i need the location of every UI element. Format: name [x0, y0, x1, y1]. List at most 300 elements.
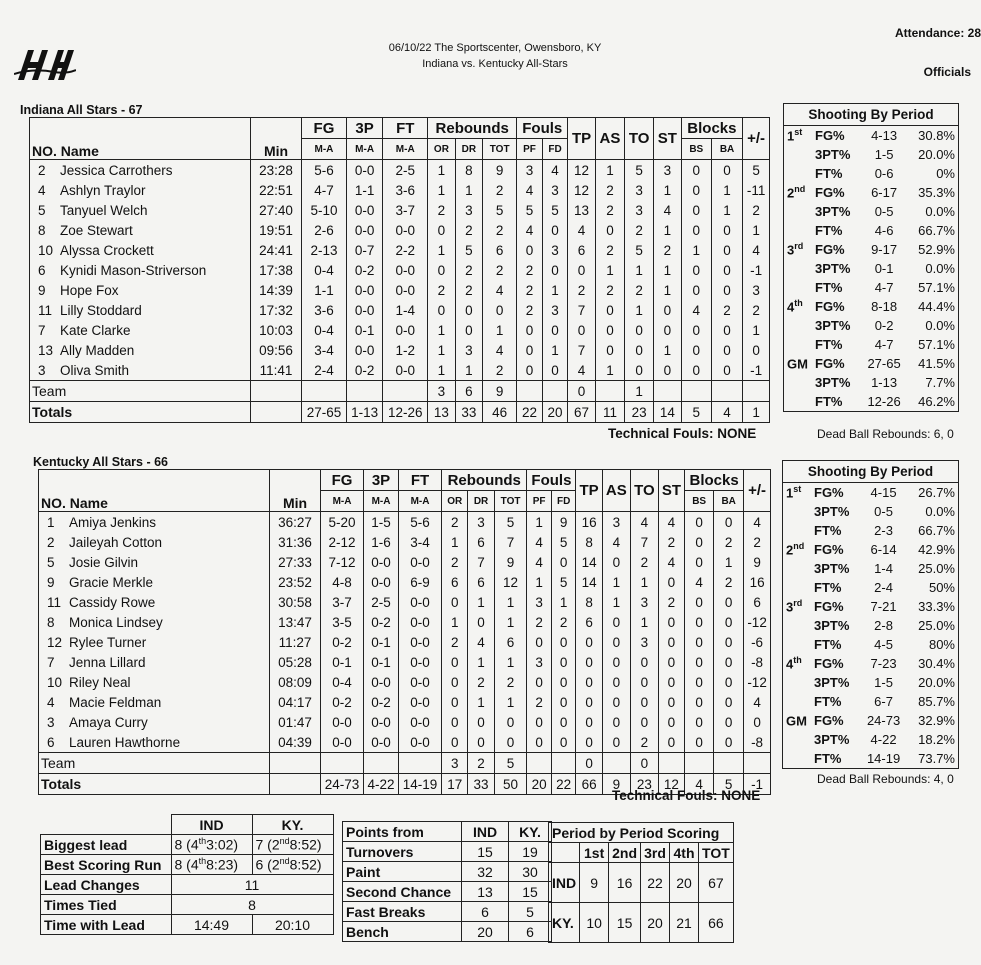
sbp-made-att: 12-26 [867, 394, 901, 409]
player-as: 0 [595, 300, 624, 320]
sbp-pct: 41.5% [918, 356, 955, 371]
points-from-ind: 13 [462, 882, 509, 902]
sbp-stat: FG% [815, 242, 845, 257]
player-to: 1 [630, 612, 658, 632]
period-scoring-table [548, 822, 734, 943]
player-bs: 0 [681, 360, 711, 381]
player-dr: 3 [455, 340, 482, 360]
player-dr: 8 [455, 160, 482, 181]
player-to: 0 [630, 672, 658, 692]
col-fg-ma: M-A [302, 139, 347, 160]
player-pts: 0 [576, 632, 602, 652]
player-pts: 7 [568, 340, 595, 360]
sbp-period-sup: th [793, 655, 802, 666]
col-dr: DR [455, 139, 482, 160]
sbp-made-att: 6-7 [874, 694, 893, 709]
player-fd: 0 [551, 552, 576, 572]
period-score: 20 [641, 903, 670, 943]
player-number: 13 [38, 342, 54, 358]
player-row [30, 300, 770, 320]
player-fg: 2-6 [302, 220, 347, 240]
player-pf: 2 [517, 280, 543, 300]
player-pm: 1 [743, 220, 770, 240]
sbp-stat: 3PT% [815, 375, 851, 390]
sbp-made-att: 1-4 [874, 561, 893, 576]
sbp-made-att: 2-8 [874, 618, 893, 633]
player-name: Gracie Merkle [69, 574, 154, 590]
empty-cell [743, 381, 770, 402]
player-ba: 2 [714, 532, 744, 552]
col-to: TO [630, 470, 658, 512]
player-tp: 0-0 [364, 732, 399, 753]
player-ba: 0 [714, 692, 744, 712]
player-or: 0 [442, 652, 468, 672]
points-from-label: Turnovers [343, 842, 462, 862]
col-fouls: Fouls [517, 118, 568, 139]
player-name-cell [39, 652, 270, 672]
player-pm: 0 [743, 340, 770, 360]
player-as: 1 [595, 160, 624, 181]
sbp-pct: 80% [928, 637, 955, 652]
player-bs: 0 [685, 652, 714, 672]
player-min: 04:17 [270, 692, 321, 712]
player-tp: 0-0 [364, 572, 399, 592]
totals-fg: 24-73 [321, 774, 364, 795]
sbp-title: Shooting By Period [784, 104, 959, 126]
empty-cell [681, 381, 711, 402]
col-fg-ma: M-A [321, 491, 364, 512]
player-name-cell [30, 360, 251, 381]
player-or: 1 [428, 160, 455, 181]
points-from-label: Second Chance [343, 882, 462, 902]
player-fd: 0 [551, 652, 576, 672]
player-dr: 6 [468, 532, 494, 552]
sbp-period [784, 373, 813, 392]
col-blocks: Blocks [681, 118, 743, 139]
player-ft: 1-2 [383, 340, 428, 360]
sbp-stat: FG% [815, 185, 845, 200]
sbp-row [784, 183, 959, 202]
sbp-pct: 20.0% [918, 147, 955, 162]
officials-label: Officials [923, 65, 971, 79]
player-fg: 2-12 [321, 532, 364, 552]
player-ba: 0 [714, 672, 744, 692]
sbp-period [784, 278, 813, 297]
player-tot: 7 [494, 532, 527, 552]
player-bs: 0 [685, 552, 714, 572]
totals-pf: 22 [517, 402, 543, 423]
sbp-period-sup: rd [794, 241, 804, 252]
player-name-cell [39, 672, 270, 692]
col-tot: TOT [494, 491, 527, 512]
player-ba: 0 [714, 732, 744, 753]
points-from-table [342, 821, 552, 942]
player-as: 0 [602, 552, 630, 572]
player-name-cell [39, 712, 270, 732]
player-pts: 4 [568, 360, 595, 381]
points-from-ky: 6 [509, 922, 552, 942]
player-tp: 0-0 [364, 552, 399, 572]
player-ft: 5-6 [398, 512, 441, 533]
sbp-made-att: 6-14 [870, 542, 897, 557]
sbp-row [784, 373, 959, 392]
player-as: 4 [602, 532, 630, 552]
player-dr: 1 [468, 652, 494, 672]
player-name-cell [30, 160, 251, 181]
player-ft: 0-0 [398, 632, 441, 652]
player-dr: 0 [455, 320, 482, 340]
player-fg: 3-4 [302, 340, 347, 360]
best-run-label: Best Scoring Run [41, 855, 172, 875]
player-bs: 0 [685, 712, 714, 732]
player-min: 30:58 [270, 592, 321, 612]
player-to: 2 [625, 280, 654, 300]
player-pm: 4 [744, 512, 771, 533]
points-from-ind: 6 [462, 902, 509, 922]
period-header: 4th [670, 843, 699, 863]
sbp-period [783, 635, 812, 654]
empty-cell [685, 753, 714, 774]
player-fd: 2 [551, 612, 576, 632]
player-number: 4 [38, 182, 46, 198]
player-or: 6 [442, 572, 468, 592]
player-ft: 0-0 [398, 592, 441, 612]
col-fouls: Fouls [527, 470, 576, 491]
team-pts: 0 [576, 753, 602, 774]
player-min: 11:27 [270, 632, 321, 652]
sbp-row [784, 145, 959, 164]
player-st: 0 [658, 572, 684, 592]
points-from-row [343, 862, 552, 882]
player-pm: 6 [744, 592, 771, 612]
player-fg: 0-2 [321, 632, 364, 652]
player-or: 0 [428, 220, 455, 240]
indiana-technical-fouls: Technical Fouls: NONE [608, 426, 757, 441]
col-fd: FD [551, 491, 576, 512]
player-fg: 3-5 [321, 612, 364, 632]
player-st: 0 [658, 732, 684, 753]
team-dr: 6 [455, 381, 482, 402]
sbp-stat: FT% [814, 751, 842, 766]
player-ft: 0-0 [398, 732, 441, 753]
col-plus-minus: +/- [743, 118, 770, 160]
totals-tot: 50 [494, 774, 527, 795]
player-number: 10 [47, 674, 63, 690]
player-pf: 0 [517, 320, 543, 340]
sbp-period-label: 2 [787, 185, 795, 201]
sbp-made-att: 2-3 [874, 523, 893, 538]
col-no-name: NO. Name [39, 470, 270, 512]
player-pts: 0 [576, 712, 602, 732]
player-row [30, 320, 770, 340]
game-location: 06/10/22 The Sportscenter, Owensboro, KY [388, 42, 602, 54]
player-or: 2 [442, 632, 468, 652]
player-fg: 0-4 [321, 672, 364, 692]
totals-to: 23 [625, 402, 654, 423]
player-number: 11 [47, 594, 62, 610]
player-bs: 0 [685, 612, 714, 632]
player-ft: 0-0 [383, 320, 428, 340]
sbp-stat: 3PT% [814, 504, 850, 519]
player-bs: 0 [685, 532, 714, 552]
player-st: 1 [654, 260, 681, 280]
player-min: 27:33 [270, 552, 321, 572]
player-name-cell [30, 280, 251, 300]
sbp-row [784, 335, 959, 354]
player-pf: 4 [517, 220, 543, 240]
player-name-cell [39, 512, 270, 533]
sbp-stat: FG% [814, 599, 844, 614]
player-st: 3 [654, 160, 681, 181]
player-to: 3 [630, 632, 658, 652]
totals-fd: 22 [551, 774, 576, 795]
player-fg: 1-1 [302, 280, 347, 300]
player-tp: 2-5 [364, 592, 399, 612]
player-or: 0 [442, 672, 468, 692]
totals-dr: 33 [455, 402, 482, 423]
period-header: 3rd [641, 843, 670, 863]
empty-cell [602, 753, 630, 774]
player-dr: 3 [455, 200, 482, 220]
player-as: 0 [595, 340, 624, 360]
player-st: 4 [658, 552, 684, 572]
player-ft: 2-5 [383, 160, 428, 181]
sbp-period-label: 2 [786, 542, 794, 558]
sbp-period-label: 3 [786, 599, 794, 615]
empty-cell [346, 381, 382, 402]
player-fd: 1 [542, 340, 568, 360]
player-fd: 5 [551, 532, 576, 552]
team-or: 3 [442, 753, 468, 774]
sbp-period [784, 354, 813, 373]
kentucky-title: Kentucky All Stars - 66 [33, 455, 169, 469]
player-to: 7 [630, 532, 658, 552]
player-bs: 0 [681, 340, 711, 360]
player-or: 1 [428, 240, 455, 260]
empty-cell [302, 381, 347, 402]
period-score: 10 [580, 903, 609, 943]
sbp-period [784, 335, 813, 354]
sbp-pct: 18.2% [918, 732, 955, 747]
player-as: 0 [602, 652, 630, 672]
empty-cell [383, 381, 428, 402]
player-pm: -6 [744, 632, 771, 652]
totals-pm: 1 [743, 402, 770, 423]
player-fd: 5 [542, 200, 568, 220]
player-or: 2 [442, 512, 468, 533]
player-min: 36:27 [270, 512, 321, 533]
sbp-made-att: 7-23 [870, 656, 897, 671]
sbp-pct: 66.7% [918, 523, 955, 538]
player-number: 10 [38, 242, 54, 258]
player-tp: 0-2 [346, 360, 382, 381]
player-as: 2 [595, 280, 624, 300]
sbp-pct: 35.3% [918, 185, 955, 200]
time-with-lead-label: Time with Lead [41, 915, 172, 935]
player-name-cell [39, 572, 270, 592]
player-bs: 0 [681, 280, 711, 300]
sbp-period-label: 4 [786, 656, 794, 672]
sbp-row [783, 521, 959, 540]
player-pf: 3 [527, 592, 552, 612]
totals-to: 23 [630, 774, 658, 795]
player-min: 27:40 [251, 200, 302, 220]
sbp-period-label: 3 [787, 242, 795, 258]
sbp-period [784, 240, 813, 259]
sbp-made-att: 1-5 [874, 147, 894, 162]
sbp-period [783, 711, 812, 730]
player-ba: 0 [711, 260, 742, 280]
player-ft: 2-2 [383, 240, 428, 260]
player-number: 4 [47, 694, 55, 710]
sbp-row [784, 126, 959, 146]
col-ba: BA [711, 139, 742, 160]
sbp-pct: 50% [928, 580, 955, 595]
player-pts: 0 [576, 672, 602, 692]
empty-cell [744, 753, 771, 774]
sbp-period [783, 654, 812, 673]
player-ba: 0 [711, 320, 742, 340]
sbp-row [784, 316, 959, 335]
period-score: 67 [699, 863, 734, 903]
col-dr: DR [468, 491, 494, 512]
totals-pts: 67 [568, 402, 595, 423]
player-st: 2 [654, 240, 681, 260]
points-from-ind: 32 [462, 862, 509, 882]
player-to: 4 [630, 512, 658, 533]
col-pf: PF [527, 491, 552, 512]
sbp-title-row [784, 104, 959, 126]
empty-cell [658, 753, 684, 774]
box-header-row [30, 118, 770, 139]
player-number: 9 [38, 282, 46, 298]
player-or: 1 [428, 320, 455, 340]
player-pm: 5 [743, 160, 770, 181]
player-name: Josie Gilvin [69, 554, 139, 570]
player-to: 2 [630, 552, 658, 572]
sbp-period [784, 297, 813, 316]
player-tot: 4 [483, 340, 517, 360]
player-fd: 0 [542, 220, 568, 240]
player-ba: 2 [714, 572, 744, 592]
player-or: 1 [442, 532, 468, 552]
player-ba: 1 [714, 552, 744, 572]
sbp-row [784, 278, 959, 297]
kentucky-shooting-by-period [782, 460, 959, 769]
player-to: 0 [625, 320, 654, 340]
player-st: 0 [658, 712, 684, 732]
player-number: 2 [38, 162, 46, 178]
player-or: 2 [428, 280, 455, 300]
player-pts: 16 [576, 512, 602, 533]
player-ba: 1 [711, 180, 742, 200]
player-fg: 0-1 [321, 652, 364, 672]
player-row [30, 160, 770, 181]
player-dr: 0 [468, 612, 494, 632]
sbp-stat: FT% [815, 280, 843, 295]
points-from-ind-header: IND [462, 822, 509, 842]
player-bs: 0 [685, 632, 714, 652]
player-or: 0 [442, 732, 468, 753]
player-as: 2 [595, 180, 624, 200]
period-scoring-row [549, 863, 734, 903]
sbp-period-label: 4 [787, 299, 795, 315]
sbp-made-att: 2-4 [874, 580, 893, 595]
period-team: IND [549, 863, 580, 903]
indiana-dead-ball-rebounds: Dead Ball Rebounds: 6, 0 [817, 427, 954, 441]
player-name: Ashlyn Traylor [60, 182, 146, 198]
player-pm: -12 [744, 672, 771, 692]
player-pm: 4 [744, 692, 771, 712]
team-row [39, 753, 771, 774]
indiana-shooting-by-period [783, 103, 959, 412]
sbp-period [783, 502, 812, 521]
col-or: OR [442, 491, 468, 512]
player-name: Jenna Lillard [69, 654, 146, 670]
player-row [30, 240, 770, 260]
player-pts: 13 [568, 200, 595, 220]
player-row [30, 280, 770, 300]
player-bs: 0 [681, 220, 711, 240]
player-pts: 8 [576, 592, 602, 612]
player-name-cell [39, 592, 270, 612]
col-min: Min [251, 118, 302, 160]
player-bs: 4 [685, 572, 714, 592]
totals-ft: 12-26 [383, 402, 428, 423]
player-to: 0 [625, 340, 654, 360]
player-tp: 0-0 [364, 712, 399, 732]
player-ft: 0-0 [398, 612, 441, 632]
sbp-stat: 3PT% [814, 675, 850, 690]
player-number: 8 [38, 222, 46, 238]
sbp-made-att: 0-5 [874, 204, 894, 219]
period-score: 9 [580, 863, 609, 903]
player-row [39, 592, 771, 612]
col-as: AS [602, 470, 630, 512]
player-tot: 2 [483, 360, 517, 381]
player-ba: 0 [711, 240, 742, 260]
empty-cell [364, 753, 399, 774]
player-as: 0 [602, 672, 630, 692]
player-ft: 3-4 [398, 532, 441, 552]
player-to: 3 [630, 592, 658, 612]
team-tot: 5 [494, 753, 527, 774]
period-scoring-corner [549, 843, 580, 863]
player-to: 0 [625, 360, 654, 381]
points-from-label: Bench [343, 922, 462, 942]
sbp-row [783, 749, 959, 769]
player-pf: 2 [517, 300, 543, 320]
sbp-period-sup: rd [793, 598, 803, 609]
sbp-period [783, 559, 812, 578]
period-score: 15 [609, 903, 641, 943]
player-st: 4 [654, 200, 681, 220]
sbp-row [783, 540, 959, 559]
player-fg: 0-4 [302, 260, 347, 280]
player-dr: 2 [455, 220, 482, 240]
time-with-lead-ky: 20:10 [252, 915, 333, 935]
player-fd: 3 [542, 180, 568, 200]
player-or: 2 [428, 200, 455, 220]
sbp-stat: FT% [814, 523, 842, 538]
player-pf: 0 [527, 632, 552, 652]
best-run-ind: 8 (4th8:23) [171, 855, 252, 875]
kentucky-technical-fouls: Technical Fouls: NONE [612, 788, 761, 803]
player-to: 3 [625, 200, 654, 220]
player-name-cell [39, 552, 270, 572]
points-from-row [343, 902, 552, 922]
sbp-row [783, 597, 959, 616]
